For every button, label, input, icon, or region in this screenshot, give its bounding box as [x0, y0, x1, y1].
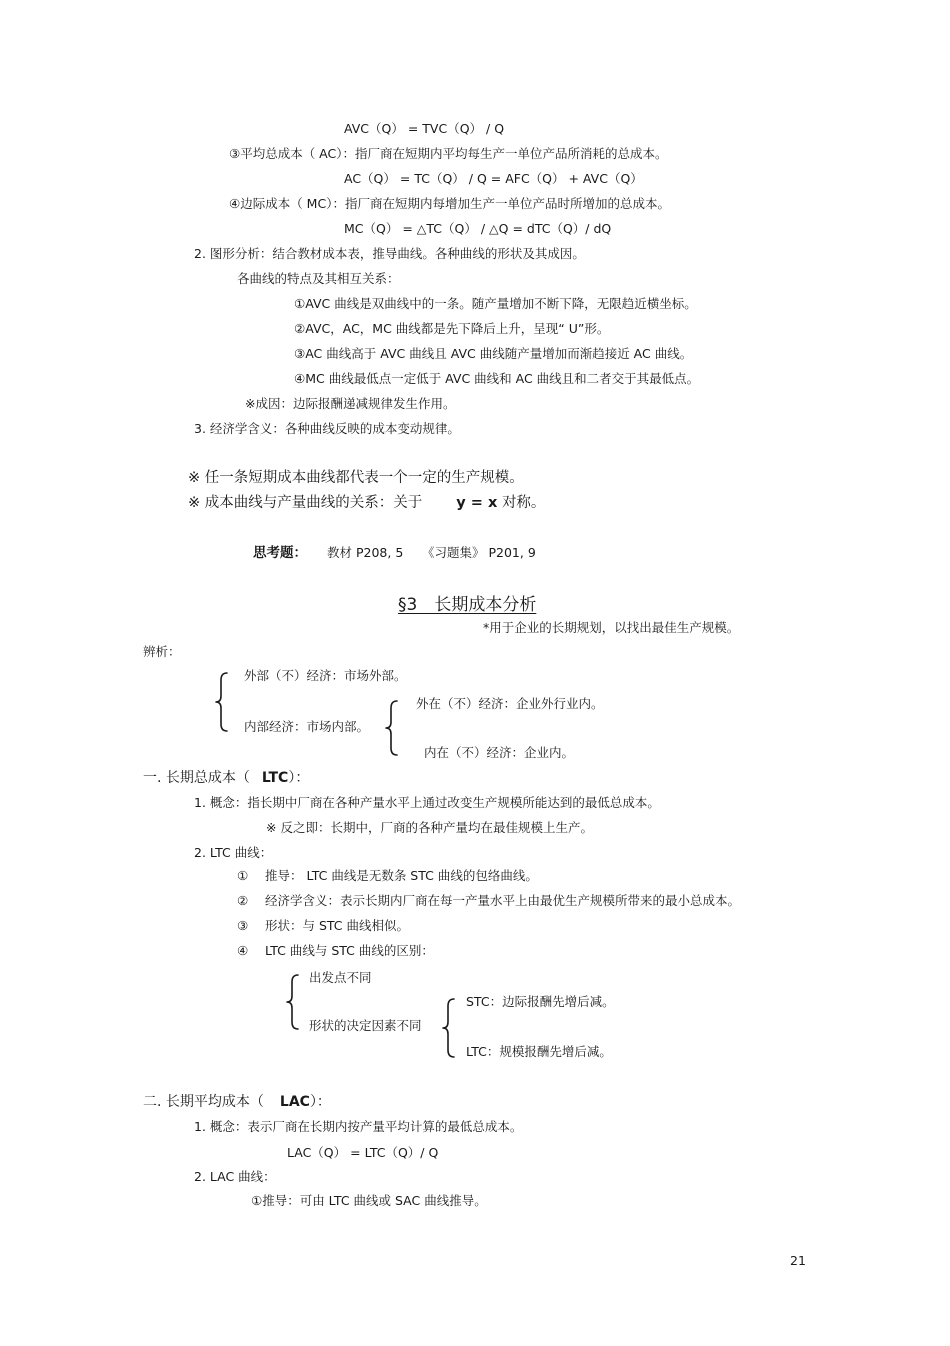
ltc-item-text: 经济学含义：表示长期内厂商在每一产量水平上由最优生产规模所带来的最小总成本。 — [265, 893, 741, 908]
section-subtitle: *用于企业的长期规划，以找出最佳生产规模。 — [483, 620, 740, 635]
outside-economy: 外在（不）经济：企业外行业内。 — [416, 696, 604, 711]
lac-formula: LAC（Q） = LTC（Q）/ Q — [287, 1145, 439, 1160]
ltc-concept: 1. 概念：指长期中厂商在各种产量水平上通过改变生产规模所能达到的最低总成本。 — [194, 795, 660, 810]
thinking-text: 教材 P208, 5 《习题集》 P201, 9 — [327, 545, 536, 560]
ltc-item-text: 形状：与 STC 曲线相似。 — [265, 918, 410, 933]
cause-note: ※成因：边际报酬递减规律发生作用。 — [245, 396, 456, 411]
note-text-end: 对称。 — [501, 495, 546, 511]
page-number: 21 — [790, 1253, 806, 1268]
ltc-item-text: 推导： LTC 曲线是无数条 STC 曲线的包络曲线。 — [265, 868, 538, 883]
thinking-label: 思考题： — [253, 545, 307, 561]
lac-heading-abbr: LAC — [279, 1094, 310, 1110]
inside-economy: 内在（不）经济：企业内。 — [424, 745, 575, 760]
feature-item: ②AVC，AC，MC 曲线都是先下降后上升，呈现“ U”形。 — [294, 321, 610, 336]
ltc-heading-abbr: LTC — [261, 770, 289, 786]
ltc-curve-heading: 2. LTC 曲线： — [194, 845, 273, 860]
feature-item: ③AC 曲线高于 AVC 曲线且 AVC 曲线随产量增加而渐趋接近 AC 曲线。 — [294, 346, 693, 361]
brace-internal — [383, 698, 405, 758]
ltc-item-num: ② — [237, 893, 249, 908]
ac-formula: AC（Q） = TC（Q） / Q = AFC（Q） + AVC（Q） — [344, 171, 643, 186]
diff-start-point: 出发点不同 — [309, 970, 372, 985]
ltc-item-num: ③ — [237, 918, 249, 933]
section-title: §3 长期成本分析 — [398, 595, 537, 615]
brace-difference — [284, 972, 306, 1032]
mc-definition: ④边际成本（ MC）：指厂商在短期内每增加生产一单位产品时所增加的总成本。 — [229, 196, 670, 211]
brace-economy — [213, 670, 235, 734]
note-symmetry-axis: y = x — [456, 495, 498, 511]
internal-economy: 内部经济：市场内部。 — [244, 719, 370, 734]
lac-concept: 1. 概念：表示厂商在长期内按产量平均计算的最低总成本。 — [194, 1119, 523, 1134]
note-short-run-scale: ※ 任一条短期成本曲线都代表一个一定的生产规模。 — [188, 470, 524, 486]
ltc-reverse-note: ※ 反之即：长期中，厂商的各种产量均在最佳规模上生产。 — [266, 820, 593, 835]
external-economy: 外部（不）经济：市场外部。 — [244, 668, 407, 683]
ltc-heading-text: 一. 长期总成本（ — [143, 770, 250, 786]
diff-stc: STC：边际报酬先增后减。 — [466, 994, 615, 1009]
ltc-heading-end: ）： — [288, 770, 310, 786]
diff-ltc: LTC：规模报酬先增后减。 — [466, 1044, 612, 1059]
note-cost-output-relation — [188, 494, 545, 512]
feature-item: ④MC 曲线最低点一定低于 AVC 曲线和 AC 曲线且和二者交于其最低点。 — [294, 371, 700, 386]
ltc-item-num: ① — [237, 868, 249, 883]
avc-formula: AVC（Q） = TVC（Q） / Q — [344, 121, 505, 136]
lac-derive: ①推导：可由 LTC 曲线或 SAC 曲线推导。 — [251, 1193, 487, 1208]
thinking-questions — [253, 545, 536, 561]
ac-definition: ③平均总成本（ AC）：指厂商在短期内平均每生产一单位产品所消耗的总成本。 — [229, 146, 668, 161]
mc-formula: MC（Q） = △TC（Q） / △Q = dTC（Q）/ dQ — [344, 221, 612, 236]
lac-curve-heading: 2. LAC 曲线： — [194, 1169, 276, 1184]
ltc-item-num: ④ — [237, 943, 249, 958]
ltc-item-text: LTC 曲线与 STC 曲线的区别： — [265, 943, 434, 958]
lac-heading — [143, 1093, 331, 1111]
lac-heading-text: 二. 长期平均成本（ — [143, 1094, 264, 1110]
diff-shape-factor: 形状的决定因素不同 — [309, 1018, 422, 1033]
econ-meaning: 3. 经济学含义：各种曲线反映的成本变动规律。 — [194, 421, 460, 436]
bianxi-label: 辨析： — [143, 644, 181, 659]
lac-heading-end: ）： — [309, 1094, 331, 1110]
feature-item: ①AVC 曲线是双曲线中的一条。随产量增加不断下降，无限趋近横坐标。 — [294, 296, 697, 311]
graph-analysis: 2. 图形分析：结合教材成本表，推导曲线。各种曲线的形状及其成因。 — [194, 246, 585, 261]
note-text: ※ 成本曲线与产量曲线的关系：关于 — [188, 495, 423, 511]
ltc-heading — [143, 769, 309, 787]
brace-shape-factor — [440, 996, 462, 1060]
features-heading: 各曲线的特点及其相互关系： — [237, 271, 400, 286]
